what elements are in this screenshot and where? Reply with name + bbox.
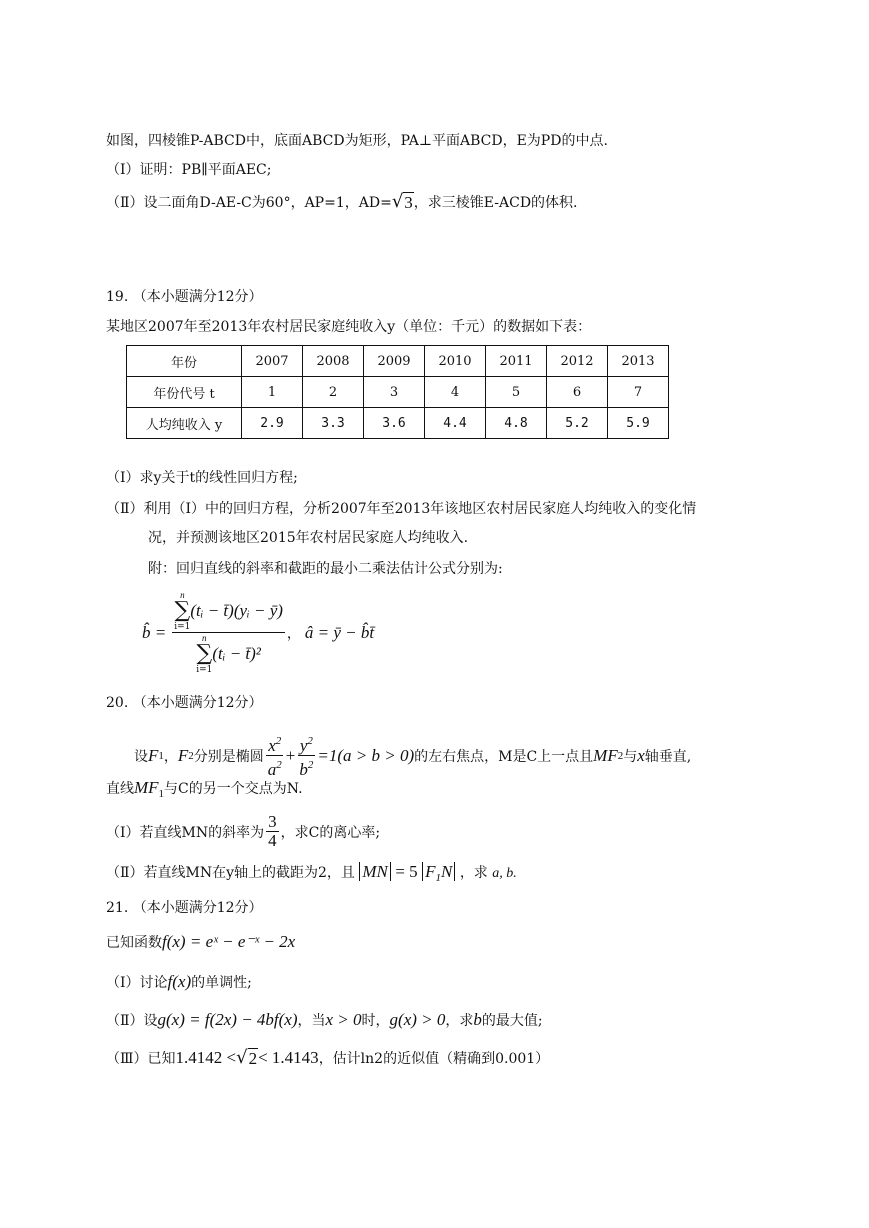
table-cell: 2012 [547, 346, 608, 377]
table-cell: 4 [425, 377, 486, 408]
table-cell: 2011 [486, 346, 547, 377]
slope-3-4: $\frac{3}{4}$ [268, 812, 277, 850]
table-cell: 5.9 [608, 408, 669, 439]
table-cell: 5.2 [547, 408, 608, 439]
table-row [127, 346, 669, 377]
table-cell: 2008 [303, 346, 364, 377]
row-label: 年份代号 t [127, 377, 242, 408]
row-label: 人均纯收入 y [127, 408, 242, 439]
table-cell: 7 [608, 377, 669, 408]
ellipse-x-term: $\frac{x^2}{a^2}$ [266, 732, 284, 779]
row-label: 年份 [127, 346, 242, 377]
table-cell: 1 [242, 377, 303, 408]
table-cell: 2010 [425, 346, 486, 377]
table-cell: 2009 [364, 346, 425, 377]
q20-part2: （Ⅱ）若直线MN在y轴上的截距为2，且 MN = 5 $F_1N$ ，求 a, b. [106, 862, 517, 884]
ellipse-y-term: $\frac{y^2}{b^2}$ [297, 732, 315, 779]
table-cell: 6 [547, 377, 608, 408]
q18-part2-prefix: （Ⅱ）设二面角D-AE-C为60°，AP=1，AD= [106, 195, 392, 211]
slope-fraction [172, 590, 285, 675]
table-cell: 5 [486, 377, 547, 408]
q21-part3: （Ⅲ）已知1.4142 < √ 2 < 1.4143，估计ln2的近似值（精确到0.001） [106, 1047, 550, 1068]
q18-part2 [106, 192, 578, 213]
q20-heading: 20. （本小题满分12分） [106, 695, 263, 711]
regression-formula: b̂ = n ∑ i=1 (tᵢ − t̄)(yᵢ − ȳ) n ∑ i=1 (tᵢ − t̄)² ， â = ȳ − b̂t̄ [142, 590, 375, 675]
sum-symbol-bottom: n ∑ i=1 [196, 633, 213, 675]
q19-appendix: 附：回归直线的斜率和截距的最小二乘法估计公式分别为: [148, 561, 503, 577]
q19-part1: （Ⅰ）求y关于t的线性回归方程; [106, 470, 298, 486]
table-cell: 4.4 [425, 408, 486, 439]
q21-part2: （Ⅱ）设g(x) = f(2x) − 4bf(x)，当x > 0时，g(x) > 0，求b的最大值; [106, 1010, 543, 1029]
q19-part2-line1: （Ⅱ）利用（Ⅰ）中的回归方程，分析2007年至2013年该地区农村居民家庭人均纯收入的变化情 [106, 501, 697, 517]
table-cell: 3 [364, 377, 425, 408]
table-row [127, 377, 669, 408]
table-cell: 2007 [242, 346, 303, 377]
a-hat-formula: â = ȳ − b̂t̄ [304, 622, 375, 642]
q21-definition: 已知函数f(x) = eˣ − e⁻ˣ − 2x [106, 932, 296, 951]
sqrt-2: √ 2 [236, 1047, 258, 1068]
q21-part1: （Ⅰ）讨论f(x)的单调性; [106, 972, 252, 991]
q18-stem: 如图，四棱锥P-ABCD中，底面ABCD为矩形，PA⊥平面ABCD，E为PD的中点. [106, 133, 608, 149]
sum-symbol-top: n ∑ i=1 [174, 590, 191, 632]
q20-part1: （Ⅰ）若直线MN的斜率为 $\frac{3}{4}$ ，求C的离心率; [106, 812, 381, 850]
q18-part2-suffix: ，求三棱锥E-ACD的体积. [413, 195, 578, 211]
q20-line1: 设 F 1 ， F 2 分别是椭圆 $\frac{x^2}{a^2}$ + $\frac{y^2}{b^2}$ =1(a > b > 0) 的左右焦点，M是C上一点且 MF 2 与 x 轴垂直, [134, 732, 691, 779]
q20-line2: 直线$MF_1$与C的另一个交点为N. [106, 778, 303, 800]
b-hat: b̂ = [142, 622, 167, 642]
table-cell: 2.9 [242, 408, 303, 439]
income-table [126, 345, 669, 439]
sqrt-3: √ 3 [391, 191, 413, 212]
q19-heading: 19. （本小题满分12分） [106, 289, 263, 305]
q18-part1: （Ⅰ）证明：PB∥平面AEC; [106, 162, 272, 178]
table-cell: 4.8 [486, 408, 547, 439]
denominator-expr: (tᵢ − t̄)² [212, 644, 261, 663]
abs-F1N: $F_1N$ [422, 862, 455, 881]
table-cell: 3.6 [364, 408, 425, 439]
q19-intro: 某地区2007年至2013年农村居民家庭纯收入y（单位：千元）的数据如下表： [106, 319, 592, 335]
numerator-expr: (tᵢ − t̄)(yᵢ − ȳ) [190, 601, 283, 620]
table-cell: 2 [303, 377, 364, 408]
table-cell: 2013 [608, 346, 669, 377]
table-cell: 3.3 [303, 408, 364, 439]
table-row [127, 408, 669, 439]
q21-heading: 21. （本小题满分12分） [106, 900, 263, 916]
q19-part2-line2: 况，并预测该地区2015年农村居民家庭人均纯收入. [148, 530, 469, 546]
